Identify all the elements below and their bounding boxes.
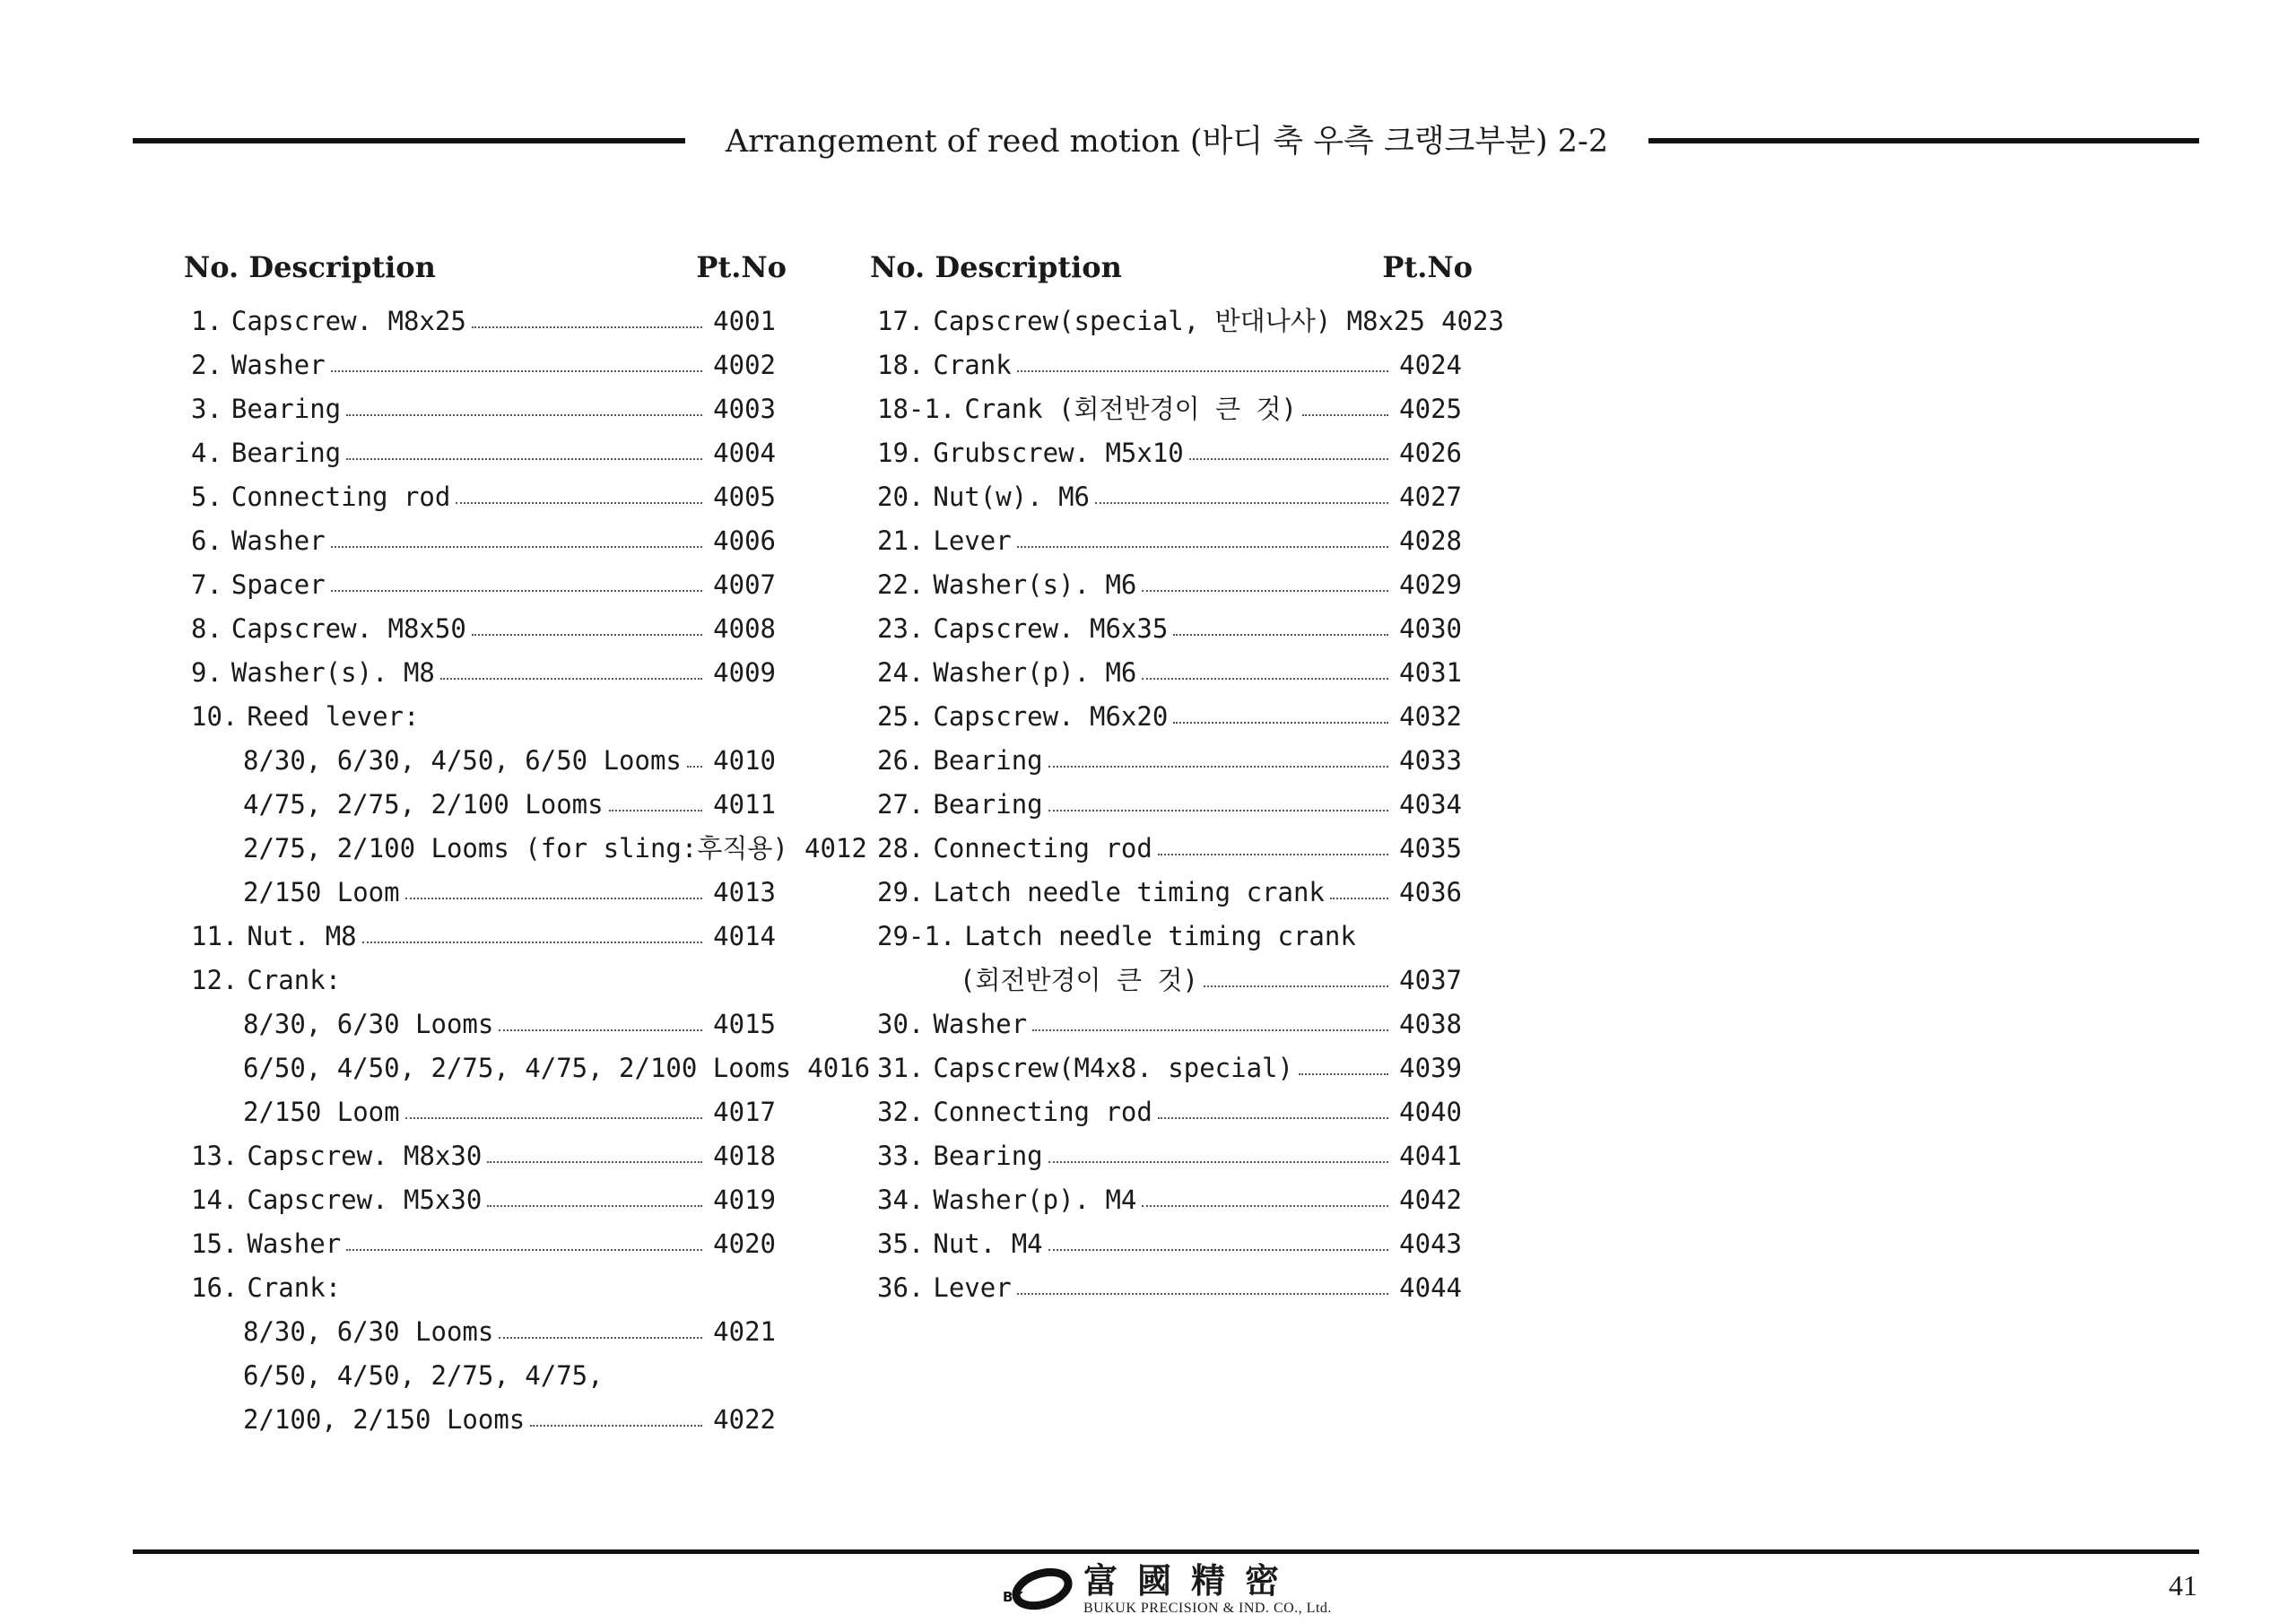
parts-column-right — [870, 242, 1504, 1310]
dot-leader — [1032, 1029, 1388, 1031]
dot-leader — [499, 1337, 702, 1339]
part-number-index: 15. — [191, 1228, 239, 1259]
part-number-index: 34. — [877, 1185, 925, 1215]
part-description: Capscrew. M8x30 — [247, 1141, 483, 1171]
part-description: Connecting rod — [933, 833, 1152, 864]
part-number: 4031 — [1399, 657, 1462, 688]
page-title: Arrangement of reed motion (바디 축 우측 크랭크부분) 2-2 — [725, 124, 1609, 160]
part-description: Capscrew. M8x25 — [230, 306, 466, 336]
part-description: Washer — [933, 1009, 1028, 1039]
part-number: 4040 — [1399, 1097, 1462, 1127]
part-row — [870, 783, 1473, 827]
part-number-index: 22. — [877, 569, 925, 600]
part-number: 4035 — [1399, 833, 1462, 864]
part-description: 6/50, 4/50, 2/75, 4/75, 2/100 Looms — [243, 1053, 792, 1083]
dot-leader — [456, 502, 702, 504]
part-number: 4007 — [713, 569, 776, 600]
part-row — [870, 1266, 1473, 1310]
logo-cjk-name: 富國精密 — [1083, 1560, 1300, 1601]
part-number-index: 9. — [191, 657, 222, 688]
dot-leader — [362, 942, 702, 943]
part-row — [870, 1046, 1473, 1090]
dot-leader — [1017, 370, 1388, 372]
part-number: 4020 — [713, 1228, 776, 1259]
part-row — [870, 343, 1473, 387]
part-description: Washer(s). M6 — [933, 569, 1137, 600]
part-row — [184, 1354, 787, 1398]
part-row — [870, 959, 1473, 1002]
part-row — [870, 1178, 1473, 1222]
dot-leader — [1048, 1249, 1388, 1251]
column-header — [870, 242, 1473, 292]
part-number-index: 16. — [191, 1272, 239, 1303]
part-description: Crank: — [247, 965, 342, 995]
part-number-index: 13. — [191, 1141, 239, 1171]
part-row — [870, 299, 1504, 343]
part-number: 4026 — [1399, 438, 1462, 468]
part-row — [184, 1002, 787, 1046]
footer-rule — [133, 1549, 2199, 1554]
part-number: 4005 — [713, 482, 776, 512]
dot-leader — [1158, 1117, 1388, 1119]
company-logo — [996, 1560, 1336, 1619]
part-number: 4028 — [1399, 525, 1462, 556]
part-description: Crank — [933, 350, 1012, 380]
dot-leader — [1017, 1293, 1388, 1295]
part-description: Crank (회전반경이 큰 것) — [964, 394, 1298, 424]
column-header-description: No. Description — [184, 250, 436, 284]
dot-leader — [1299, 1073, 1388, 1075]
part-number-index: 23. — [877, 613, 925, 644]
part-number-index: 14. — [191, 1185, 239, 1215]
part-row — [184, 563, 787, 607]
header-rule-left — [133, 138, 685, 143]
part-number-index: 21. — [877, 525, 925, 556]
part-row — [870, 607, 1473, 651]
part-description: Washer — [230, 350, 326, 380]
part-description: Reed lever: — [247, 701, 420, 732]
dot-leader — [331, 546, 702, 548]
part-description: Nut. M4 — [933, 1228, 1043, 1259]
part-row — [184, 475, 787, 519]
dot-leader — [609, 810, 702, 812]
part-number-index: 8. — [191, 613, 222, 644]
part-row — [870, 1222, 1473, 1266]
part-number: 4003 — [713, 394, 776, 424]
part-row — [184, 1398, 787, 1442]
dot-leader — [499, 1029, 702, 1031]
page-number: 41 — [2169, 1569, 2197, 1601]
part-row — [184, 607, 787, 651]
dot-leader — [487, 1205, 702, 1207]
part-row — [870, 1134, 1473, 1178]
part-number-index: 3. — [191, 394, 222, 424]
part-row — [184, 827, 867, 871]
part-number-index: 28. — [877, 833, 925, 864]
part-description: Nut. M8 — [247, 921, 357, 951]
part-description: Bearing — [933, 1141, 1043, 1171]
part-number: 4002 — [713, 350, 776, 380]
part-row — [870, 651, 1473, 695]
dot-leader — [1189, 458, 1388, 460]
dot-leader — [487, 1161, 702, 1163]
part-number: 4044 — [1399, 1272, 1462, 1303]
part-description: Capscrew(M4x8. special) — [933, 1053, 1293, 1083]
part-description: Bearing — [933, 745, 1043, 776]
part-description: Capscrew. M5x30 — [247, 1185, 483, 1215]
part-description: Bearing — [230, 438, 342, 468]
dot-leader — [1330, 898, 1388, 899]
part-description: 6/50, 4/50, 2/75, 4/75, — [243, 1360, 604, 1391]
part-number-index: 5. — [191, 482, 222, 512]
part-number: 4041 — [1399, 1141, 1462, 1171]
header-rule-right — [1648, 138, 2199, 143]
part-number: 4023 — [1441, 306, 1504, 336]
part-number-index: 20. — [877, 482, 925, 512]
part-number: 4032 — [1399, 701, 1462, 732]
dot-leader — [1142, 590, 1388, 592]
part-row — [870, 827, 1473, 871]
column-header-part-number: Pt.No — [696, 250, 787, 284]
dot-leader — [331, 590, 702, 592]
part-row — [184, 783, 787, 827]
part-row — [184, 915, 787, 959]
dot-leader — [346, 458, 702, 460]
part-description: 2/150 Loom — [243, 877, 400, 907]
part-row — [870, 1002, 1473, 1046]
part-number: 4011 — [713, 789, 776, 820]
column-header-part-number: Pt.No — [1382, 250, 1473, 284]
part-number-index: 32. — [877, 1097, 925, 1127]
dot-leader — [346, 414, 702, 416]
part-number-index: 12. — [191, 965, 239, 995]
part-number-index: 26. — [877, 745, 925, 776]
part-description: Latch needle timing crank — [964, 921, 1356, 951]
part-description: (회전반경이 큰 것) — [960, 965, 1198, 995]
part-number-index: 29. — [877, 877, 925, 907]
part-number: 4009 — [713, 657, 776, 688]
part-number: 4015 — [713, 1009, 776, 1039]
part-description: 2/100, 2/150 Looms — [243, 1404, 526, 1435]
part-number-index: 17. — [877, 306, 925, 336]
logo-english-name: BUKUK PRECISION & IND. CO., Ltd. — [1083, 1601, 1332, 1616]
dot-leader — [1158, 854, 1388, 855]
dot-leader — [1204, 985, 1388, 987]
part-number: 4021 — [713, 1316, 776, 1347]
part-number: 4006 — [713, 525, 776, 556]
part-number: 4017 — [713, 1097, 776, 1127]
part-row — [184, 695, 787, 739]
part-number: 4027 — [1399, 482, 1462, 512]
part-description: 8/30, 6/30 Looms — [243, 1316, 494, 1347]
part-row — [184, 519, 787, 563]
part-row — [184, 1046, 871, 1090]
part-number: 4008 — [713, 613, 776, 644]
part-description: Connecting rod — [230, 482, 451, 512]
part-number: 4034 — [1399, 789, 1462, 820]
part-number-index: 27. — [877, 789, 925, 820]
part-number: 4014 — [713, 921, 776, 951]
dot-leader — [1173, 722, 1388, 724]
part-description: Washer(p). M4 — [933, 1185, 1137, 1215]
part-number-index: 6. — [191, 525, 222, 556]
parts-column-left — [184, 242, 871, 1442]
part-number-index: 24. — [877, 657, 925, 688]
part-description: 2/150 Loom — [243, 1097, 400, 1127]
dot-leader — [1142, 1205, 1388, 1207]
dot-leader — [530, 1425, 702, 1427]
dot-leader — [1048, 1161, 1388, 1163]
part-number: 4013 — [713, 877, 776, 907]
column-header-description: No. Description — [870, 250, 1122, 284]
part-number: 4039 — [1399, 1053, 1462, 1083]
part-description: 4/75, 2/75, 2/100 Looms — [243, 789, 604, 820]
part-number-index: 25. — [877, 701, 925, 732]
part-number: 4030 — [1399, 613, 1462, 644]
part-description: Washer — [230, 525, 326, 556]
part-row — [870, 563, 1473, 607]
part-row — [184, 959, 787, 1002]
part-number: 4029 — [1399, 569, 1462, 600]
part-description: Capscrew. M6x20 — [933, 701, 1169, 732]
part-row — [184, 299, 787, 343]
part-number-index: 19. — [877, 438, 925, 468]
logo-mark-text: BK — [1003, 1589, 1024, 1605]
part-number: 4024 — [1399, 350, 1462, 380]
part-description: 8/30, 6/30 Looms — [243, 1009, 494, 1039]
part-description: Washer(s). M8 — [230, 657, 435, 688]
dot-leader — [472, 634, 702, 636]
dot-leader — [1095, 502, 1388, 504]
part-number-index: 1. — [191, 306, 222, 336]
part-number: 4010 — [713, 745, 776, 776]
part-number: 4033 — [1399, 745, 1462, 776]
part-description: 2/75, 2/100 Looms (for sling:후직용) — [243, 833, 788, 864]
dot-leader — [687, 766, 702, 768]
part-row — [184, 651, 787, 695]
part-number-index: 36. — [877, 1272, 925, 1303]
part-row — [184, 343, 787, 387]
dot-leader — [1302, 414, 1388, 416]
part-description: Nut(w). M6 — [933, 482, 1090, 512]
parts-list — [184, 299, 871, 1442]
part-row — [184, 1134, 787, 1178]
part-description: Lever — [933, 1272, 1012, 1303]
dot-leader — [1173, 634, 1388, 636]
dot-leader — [346, 1249, 702, 1251]
parts-list — [870, 299, 1504, 1310]
part-row — [870, 915, 1473, 959]
part-number: 4012 — [804, 833, 867, 864]
column-header — [184, 242, 787, 292]
part-row — [870, 431, 1473, 475]
dot-leader — [405, 1117, 702, 1119]
part-description: 8/30, 6/30, 4/50, 6/50 Looms — [243, 745, 682, 776]
bk-swoosh-logo-icon — [996, 1560, 1076, 1614]
part-number-index: 29-1. — [877, 921, 956, 951]
part-description: Latch needle timing crank — [933, 877, 1325, 907]
part-number-index: 10. — [191, 701, 239, 732]
dot-leader — [405, 898, 702, 899]
part-number-index: 7. — [191, 569, 222, 600]
part-number: 4019 — [713, 1185, 776, 1215]
part-number: 4042 — [1399, 1185, 1462, 1215]
dot-leader — [1048, 766, 1388, 768]
part-description: Washer(p). M6 — [933, 657, 1137, 688]
part-row — [184, 871, 787, 915]
part-number: 4004 — [713, 438, 776, 468]
part-number: 4016 — [807, 1053, 871, 1083]
part-number: 4036 — [1399, 877, 1462, 907]
part-row — [870, 1090, 1473, 1134]
part-row — [184, 1310, 787, 1354]
part-row — [184, 387, 787, 431]
part-number-index: 4. — [191, 438, 222, 468]
part-row — [870, 739, 1473, 783]
part-number-index: 33. — [877, 1141, 925, 1171]
part-description: Spacer — [230, 569, 326, 600]
part-description: Bearing — [230, 394, 342, 424]
part-row — [870, 519, 1473, 563]
part-number: 4037 — [1399, 965, 1462, 995]
dot-leader — [331, 370, 702, 372]
part-description: Washer — [247, 1228, 342, 1259]
part-row — [184, 1266, 787, 1310]
part-row — [870, 695, 1473, 739]
part-number-index: 11. — [191, 921, 239, 951]
part-number-index: 2. — [191, 350, 222, 380]
part-number-index: 31. — [877, 1053, 925, 1083]
part-description: Bearing — [933, 789, 1043, 820]
part-number: 4043 — [1399, 1228, 1462, 1259]
part-number: 4001 — [713, 306, 776, 336]
part-description: Grubscrew. M5x10 — [933, 438, 1184, 468]
part-number-index: 18-1. — [877, 394, 956, 424]
part-number: 4025 — [1399, 394, 1462, 424]
part-description: Capscrew. M8x50 — [230, 613, 466, 644]
part-row — [184, 1222, 787, 1266]
part-row — [184, 739, 787, 783]
part-description: Capscrew. M6x35 — [933, 613, 1169, 644]
part-number-index: 35. — [877, 1228, 925, 1259]
part-row — [184, 1090, 787, 1134]
part-row — [870, 475, 1473, 519]
part-row — [184, 1178, 787, 1222]
part-row — [870, 871, 1473, 915]
dot-leader — [1048, 810, 1388, 812]
part-number: 4022 — [713, 1404, 776, 1435]
part-description: Crank: — [247, 1272, 342, 1303]
part-number: 4038 — [1399, 1009, 1462, 1039]
part-row — [184, 431, 787, 475]
part-description: Capscrew(special, 반대나사) M8x25 — [933, 306, 1425, 336]
part-description: Connecting rod — [933, 1097, 1152, 1127]
dot-leader — [1017, 546, 1388, 548]
part-row — [870, 387, 1473, 431]
dot-leader — [472, 326, 702, 328]
part-number-index: 18. — [877, 350, 925, 380]
dot-leader — [440, 678, 702, 680]
part-description: Lever — [933, 525, 1012, 556]
part-number: 4018 — [713, 1141, 776, 1171]
part-number-index: 30. — [877, 1009, 925, 1039]
dot-leader — [1142, 678, 1388, 680]
